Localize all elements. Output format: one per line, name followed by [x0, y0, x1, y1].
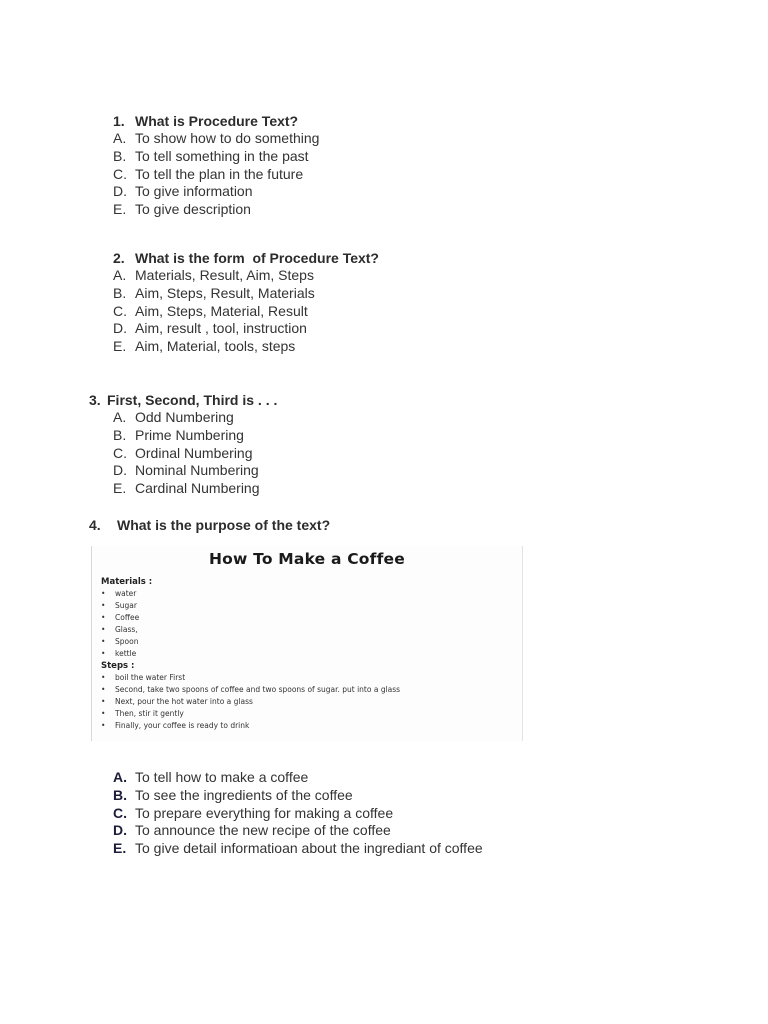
materials-list: [92, 588, 522, 660]
question-text: What is the purpose of the text?: [117, 517, 331, 533]
option-letter: C.: [113, 302, 127, 319]
option-text: To show how to do something: [135, 130, 320, 146]
option-b: [113, 427, 277, 445]
steps-list: [92, 672, 522, 732]
step-item: • Then, stir it gently: [101, 708, 522, 720]
option-text: Aim, result , tool, instruction: [135, 320, 307, 337]
materials-heading: Materials :: [101, 577, 153, 587]
question-number: 2.: [113, 250, 125, 266]
option-text: Odd Numbering: [135, 409, 234, 425]
option-letter: D.: [113, 462, 127, 479]
option-text: Aim, Steps, Result, Materials: [135, 284, 315, 301]
option-letter: C.: [113, 804, 127, 821]
option-letter: B.: [113, 147, 127, 164]
material-item: • Coffee: [101, 612, 522, 624]
option-letter: D.: [113, 822, 127, 839]
option-letter: D.: [113, 320, 127, 337]
material-item: • Spoon: [101, 636, 522, 648]
option-e: [113, 201, 319, 219]
option-a: [113, 267, 379, 285]
question-1-heading: [113, 112, 319, 130]
option-list: [113, 130, 319, 219]
question-text: What is the form of Procedure Text?: [135, 250, 379, 266]
option-text: Aim, Material, tools, steps: [135, 338, 296, 355]
question-2-heading: [113, 249, 379, 267]
question-text: What is Procedure Text?: [135, 113, 299, 129]
option-text: Materials, Result, Aim, Steps: [135, 267, 314, 283]
option-letter: C.: [113, 165, 127, 182]
step-item: • boil the water First: [101, 672, 522, 684]
option-text: To prepare everything for making a coffee: [135, 804, 394, 821]
option-d: [113, 183, 319, 201]
option-letter: A.: [113, 769, 127, 785]
option-letter: C.: [113, 444, 127, 461]
recipe-title: How To Make a Coffee: [209, 550, 405, 568]
option-letter: B.: [113, 284, 127, 301]
option-letter: E.: [113, 480, 127, 497]
question-number: 1.: [113, 113, 125, 129]
option-a: [113, 409, 277, 427]
option-list: [113, 409, 277, 498]
option-letter: A.: [113, 130, 127, 146]
option-text: To see the ingredients of the coffee: [135, 786, 353, 803]
option-letter: E.: [113, 338, 127, 355]
option-letter: B.: [113, 426, 127, 443]
question-number: 3.: [89, 392, 101, 408]
option-e: [113, 480, 277, 498]
option-letter: A.: [113, 409, 127, 425]
option-d: [113, 822, 483, 840]
option-text: To tell how to make a coffee: [135, 769, 309, 785]
option-text: To give description: [135, 201, 251, 218]
option-letter: D.: [113, 183, 127, 200]
option-c: [113, 303, 379, 321]
step-item: • Finally, your coffee is ready to drink: [101, 720, 522, 732]
step-item: • Second, take two spoons of coffee and two spoons of sugar. put into a glass: [101, 684, 522, 696]
option-list: [113, 769, 483, 858]
option-letter: E.: [113, 840, 127, 857]
option-e: [113, 338, 379, 356]
option-text: To announce the new recipe of the coffee: [135, 822, 391, 839]
option-d: [113, 462, 277, 480]
question-4-heading: [89, 516, 330, 534]
option-b: [113, 787, 483, 805]
question-2: [113, 249, 379, 356]
option-a: [113, 769, 483, 787]
option-c: [113, 805, 483, 823]
material-item: • Glass,: [101, 624, 522, 636]
question-number: 4.: [89, 517, 101, 533]
recipe-image: [91, 546, 523, 741]
option-text: Aim, Steps, Material, Result: [135, 302, 308, 319]
material-item: • water: [101, 588, 522, 600]
question-1: [113, 112, 319, 219]
option-b: [113, 285, 379, 303]
option-text: To give detail informatioan about the ingrediant of coffee: [135, 840, 483, 857]
question-text: First, Second, Third is . . .: [107, 392, 278, 408]
option-text: Prime Numbering: [135, 426, 244, 443]
question-4-options: [113, 769, 483, 858]
option-letter: B.: [113, 786, 127, 803]
option-text: To tell the plan in the future: [135, 165, 304, 182]
option-a: [113, 130, 319, 148]
question-4: [89, 516, 330, 534]
option-d: [113, 320, 379, 338]
option-text: Ordinal Numbering: [135, 444, 253, 461]
step-item: • Next, pour the hot water into a glass: [101, 696, 522, 708]
option-text: To tell something in the past: [135, 147, 309, 164]
option-c: [113, 445, 277, 463]
option-text: Cardinal Numbering: [135, 480, 260, 497]
option-text: Nominal Numbering: [135, 462, 259, 479]
option-letter: E.: [113, 201, 127, 218]
option-text: To give information: [135, 183, 253, 200]
option-c: [113, 166, 319, 184]
question-3-heading: [89, 391, 277, 409]
option-b: [113, 148, 319, 166]
option-e: [113, 840, 483, 858]
material-item: • Sugar: [101, 600, 522, 612]
option-list: [113, 267, 379, 356]
option-letter: A.: [113, 267, 127, 283]
material-item: • kettle: [101, 648, 522, 660]
question-3: [89, 391, 277, 498]
steps-heading: Steps :: [101, 661, 135, 671]
